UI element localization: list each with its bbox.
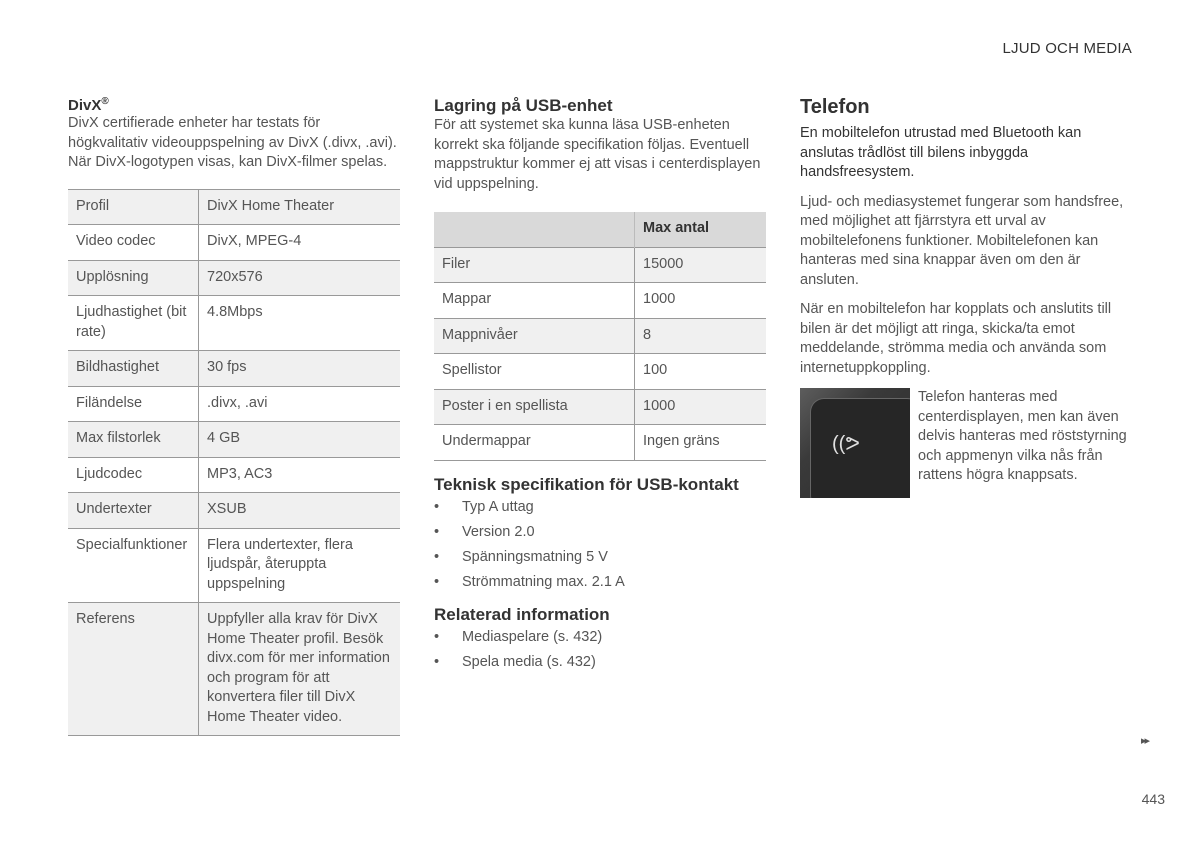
- list-item-text: Typ A uttag: [462, 498, 534, 515]
- row-label: Ljudhastighet (bit rate): [68, 296, 199, 351]
- row-value: Flera undertexter, flera ljudspår, återuppta uppspelning: [207, 536, 353, 592]
- button-panel: [810, 398, 910, 498]
- row-label: Spellistor: [434, 354, 635, 390]
- row-label: Mappnivåer: [434, 318, 635, 354]
- table-row: [68, 603, 400, 736]
- list-item-text: Mediaspelare (s. 432): [462, 628, 603, 645]
- table-header-max: Max antal: [635, 212, 767, 247]
- steering-wheel-photo: [800, 388, 910, 498]
- divx-heading: [68, 96, 400, 114]
- telefon-paragraph-2: När en mobiltelefon har kopplats och anslutits till bilen är det möjligt att ringa, skicka/ta emot meddelande, strömma media och använda som internetuppkoppling.: [800, 301, 1112, 376]
- row-value: 8: [635, 318, 767, 354]
- table-row: [68, 260, 400, 296]
- row-label: Mappar: [434, 283, 635, 319]
- section-header: LJUD OCH MEDIA: [1002, 40, 1132, 57]
- row-value: DivX, MPEG-4: [207, 233, 302, 249]
- row-label: Profil: [68, 189, 199, 225]
- bullet-icon: •: [434, 498, 440, 515]
- bullet-icon: •: [434, 548, 440, 565]
- list-item: [434, 653, 766, 678]
- steering-wheel-figure: [800, 388, 1132, 500]
- row-value: 1000: [635, 389, 767, 425]
- list-item-text: Strömmatning max. 2.1 A: [462, 573, 625, 590]
- divx-column: [68, 96, 400, 736]
- registered-mark: ®: [101, 96, 109, 107]
- table-row: [68, 296, 400, 351]
- list-item: [434, 628, 766, 653]
- table-row: [434, 425, 766, 461]
- table-header-empty: [434, 212, 635, 247]
- row-label: Ljudcodec: [68, 457, 199, 493]
- row-value: DivX Home Theater: [199, 189, 401, 225]
- table-row: [434, 247, 766, 283]
- usb-limits-table: [434, 212, 766, 461]
- bullet-icon: •: [434, 653, 440, 670]
- table-row: [434, 318, 766, 354]
- related-list: [434, 628, 766, 678]
- row-label: Referens: [68, 603, 199, 736]
- usb-heading: Lagring på USB-enhet: [434, 96, 613, 115]
- row-value: Ingen gräns: [643, 433, 720, 449]
- usb-spec-list: [434, 498, 766, 598]
- table-row: [68, 386, 400, 422]
- telefon-column: [800, 96, 1132, 500]
- row-value: MP3, AC3: [207, 465, 273, 482]
- row-value: 4 GB: [199, 422, 401, 458]
- list-item: [434, 498, 766, 523]
- telefon-heading: Telefon: [800, 96, 870, 118]
- row-value: 100: [643, 362, 668, 378]
- list-item-text: Spela media (s. 432): [462, 653, 596, 670]
- row-label: Filändelse: [68, 386, 199, 422]
- row-value: 720x576: [199, 260, 401, 296]
- telefon-paragraph-1: Ljud- och mediasystemet fungerar som handsfree, med möjlighet att fjärrstyra ett urval av mobiltelefonens funktioner. Mobiltelefonen kan hanteras med sina knappar även om den är ansluten.: [800, 193, 1124, 288]
- table-row: [68, 225, 400, 261]
- row-label: Video codec: [68, 225, 199, 261]
- row-label: Filer: [434, 247, 635, 283]
- bullet-icon: •: [434, 628, 440, 645]
- row-label: Upplösning: [68, 260, 199, 296]
- table-row: [68, 528, 400, 603]
- row-value: 4.8Mbps: [207, 304, 263, 320]
- row-label: Undertexter: [68, 493, 199, 529]
- related-heading: Relaterad information: [434, 604, 610, 624]
- list-item: [434, 523, 766, 548]
- divx-heading-text: DivX: [68, 97, 102, 114]
- row-label: Undermappar: [434, 425, 635, 461]
- list-item: [434, 548, 766, 573]
- continue-arrows-icon: ▸▸: [1140, 735, 1148, 747]
- list-item-text: Spänningsmatning 5 V: [462, 548, 608, 565]
- table-row: [434, 354, 766, 390]
- table-row: [68, 457, 400, 493]
- row-label: Bildhastighet: [68, 351, 199, 387]
- table-header-row: [434, 212, 766, 247]
- row-value: 1000: [643, 291, 676, 307]
- table-row: [434, 283, 766, 319]
- bullet-icon: •: [434, 523, 440, 540]
- row-label: Max filstorlek: [68, 422, 199, 458]
- row-value: .divx, .avi: [207, 394, 268, 411]
- divx-description: DivX certifierade enheter har testats för högkvalitativ videouppspelning av DivX (.divx, .avi). När DivX-logotypen visas, kan DivX-filmer spelas.: [68, 115, 397, 170]
- row-value: 15000: [635, 247, 767, 283]
- list-item-text: Version 2.0: [462, 523, 535, 540]
- table-row: [68, 422, 400, 458]
- table-row: [68, 189, 400, 225]
- table-row: [68, 351, 400, 387]
- list-item: [434, 573, 766, 598]
- table-row: [434, 389, 766, 425]
- bullet-icon: •: [434, 573, 440, 590]
- divx-spec-table: [68, 189, 400, 737]
- table-row: [68, 493, 400, 529]
- row-label: Specialfunktioner: [68, 528, 199, 603]
- row-value: 30 fps: [199, 351, 401, 387]
- usb-description: För att systemet ska kunna läsa USB-enheten korrekt ska följande specifikation följas. Eventuell mappstruktur kommer ej att visas i centerdisplayen vid uppspelning.: [434, 117, 761, 192]
- usb-column: [434, 96, 766, 678]
- row-label: Poster i en spellista: [434, 389, 635, 425]
- page-number: 443: [1141, 791, 1165, 807]
- figure-caption: Telefon hanteras med centerdisplayen, men kan även delvis hanteras med röststyrning och appmenyn vilka nås från rattens högra knappsats.: [918, 389, 1127, 483]
- telefon-intro: En mobiltelefon utrustad med Bluetooth kan anslutas trådlöst till bilens inbyggda handsfreesystem.: [800, 125, 1082, 180]
- voice-control-icon: ((ᕗ: [832, 433, 860, 455]
- usb-spec-heading: Teknisk specifikation för USB-kontakt: [434, 474, 739, 494]
- row-value: XSUB: [199, 493, 401, 529]
- row-value: Uppfyller alla krav för DivX Home Theater profil. Besök divx.com för mer information och program för att konvertera filer till DivX Home Theater video.: [199, 603, 401, 736]
